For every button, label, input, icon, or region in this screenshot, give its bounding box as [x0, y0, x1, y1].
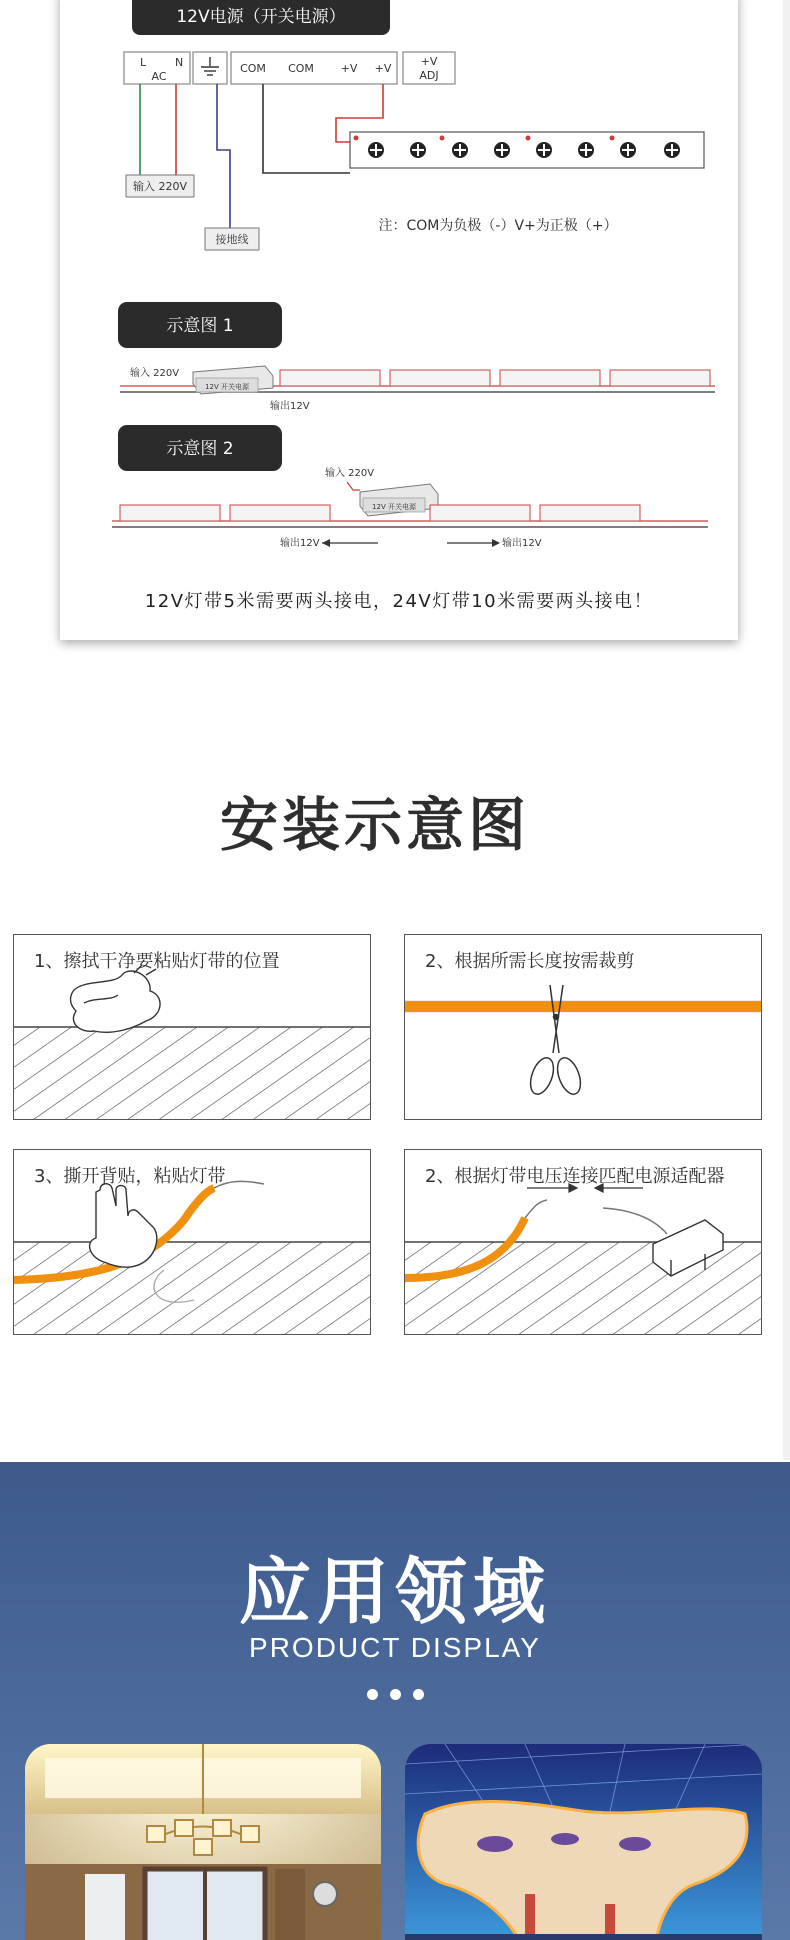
led-strip-orange: [405, 1001, 762, 1012]
d2-input-label: 输入 220V: [325, 468, 375, 479]
dot-3: [413, 1689, 424, 1700]
wiring-diagram-card: [60, 0, 738, 640]
adapter-cable: [603, 1208, 667, 1234]
application-section: [0, 1462, 790, 1940]
carousel-dots: [0, 1689, 790, 1700]
cloth-icon: [71, 965, 161, 1032]
wire-ground: [217, 84, 230, 228]
d2-psu: [360, 484, 438, 516]
polarity-note: 注：COM为负极（-）V+为正极（+）: [378, 218, 618, 234]
d2-psu-label: 12V 开关电源: [372, 503, 416, 511]
terminal-v-1: +V: [340, 62, 358, 75]
terminal-com-1: COM: [240, 62, 266, 75]
d2-output-left: 输出12V: [280, 538, 320, 549]
ground-terminal: [193, 52, 227, 84]
hand-icon: [90, 1184, 157, 1268]
step-3-caption: 3、撕开背贴，粘贴灯带: [34, 1166, 226, 1187]
d1-psu-label: 12V 开关电源: [205, 383, 249, 391]
wire-com: [263, 84, 350, 173]
application-subtitle: PRODUCT DISPLAY: [249, 1632, 541, 1663]
step-4-caption: 2、根据灯带电压连接匹配电源适配器: [425, 1166, 725, 1187]
application-title: 应用领域: [238, 1550, 551, 1634]
install-step-1: [13, 934, 371, 1120]
terminal-v-2: +V: [374, 62, 392, 75]
ground-label: 接地线: [215, 233, 249, 246]
arrow-left-icon: [322, 539, 378, 547]
install-step-3: [13, 1149, 371, 1335]
diagram-1-label: 示意图 1: [166, 316, 234, 336]
install-step-4: [404, 1149, 762, 1335]
terminal-ac: AC: [151, 70, 167, 83]
d1-strips: [280, 370, 710, 386]
diagram-2-label: 示意图 2: [166, 439, 234, 459]
terminal-com-2: COM: [288, 62, 314, 75]
terminal-n: N: [175, 56, 184, 69]
terminal-adj-bottom: ADJ: [419, 69, 439, 82]
step-1-caption: 1、擦拭干净要粘贴灯带的位置: [34, 951, 280, 972]
d2-input-wire: [347, 482, 360, 490]
application-photo-living-room: [25, 1744, 381, 1940]
terminal-adj-top: +V: [420, 55, 438, 68]
dot-1: [367, 1689, 378, 1700]
d2-output-right: 输出12V: [502, 538, 542, 549]
wiring-diagram: [60, 0, 738, 640]
wiring-footer: 12V灯带5米需要两头接电，24V灯带10米需要两头接电！: [144, 591, 654, 612]
d1-input-label: 输入 220V: [130, 368, 180, 379]
dot-2: [390, 1689, 401, 1700]
application-photo-stage-ceiling: [405, 1744, 762, 1940]
arrow-right-icon: [447, 539, 500, 547]
terminal-l: L: [140, 56, 147, 69]
page-edge-strip: [783, 0, 790, 1460]
psu-title: 12V电源（开关电源）: [176, 7, 346, 27]
input-label: 输入 220V: [132, 180, 188, 193]
install-title: 安装示意图: [219, 791, 530, 859]
step-2-caption: 2、根据所需长度按需裁剪: [425, 951, 635, 972]
d1-output-label: 输出12V: [270, 401, 310, 412]
install-step-2: [404, 934, 762, 1120]
